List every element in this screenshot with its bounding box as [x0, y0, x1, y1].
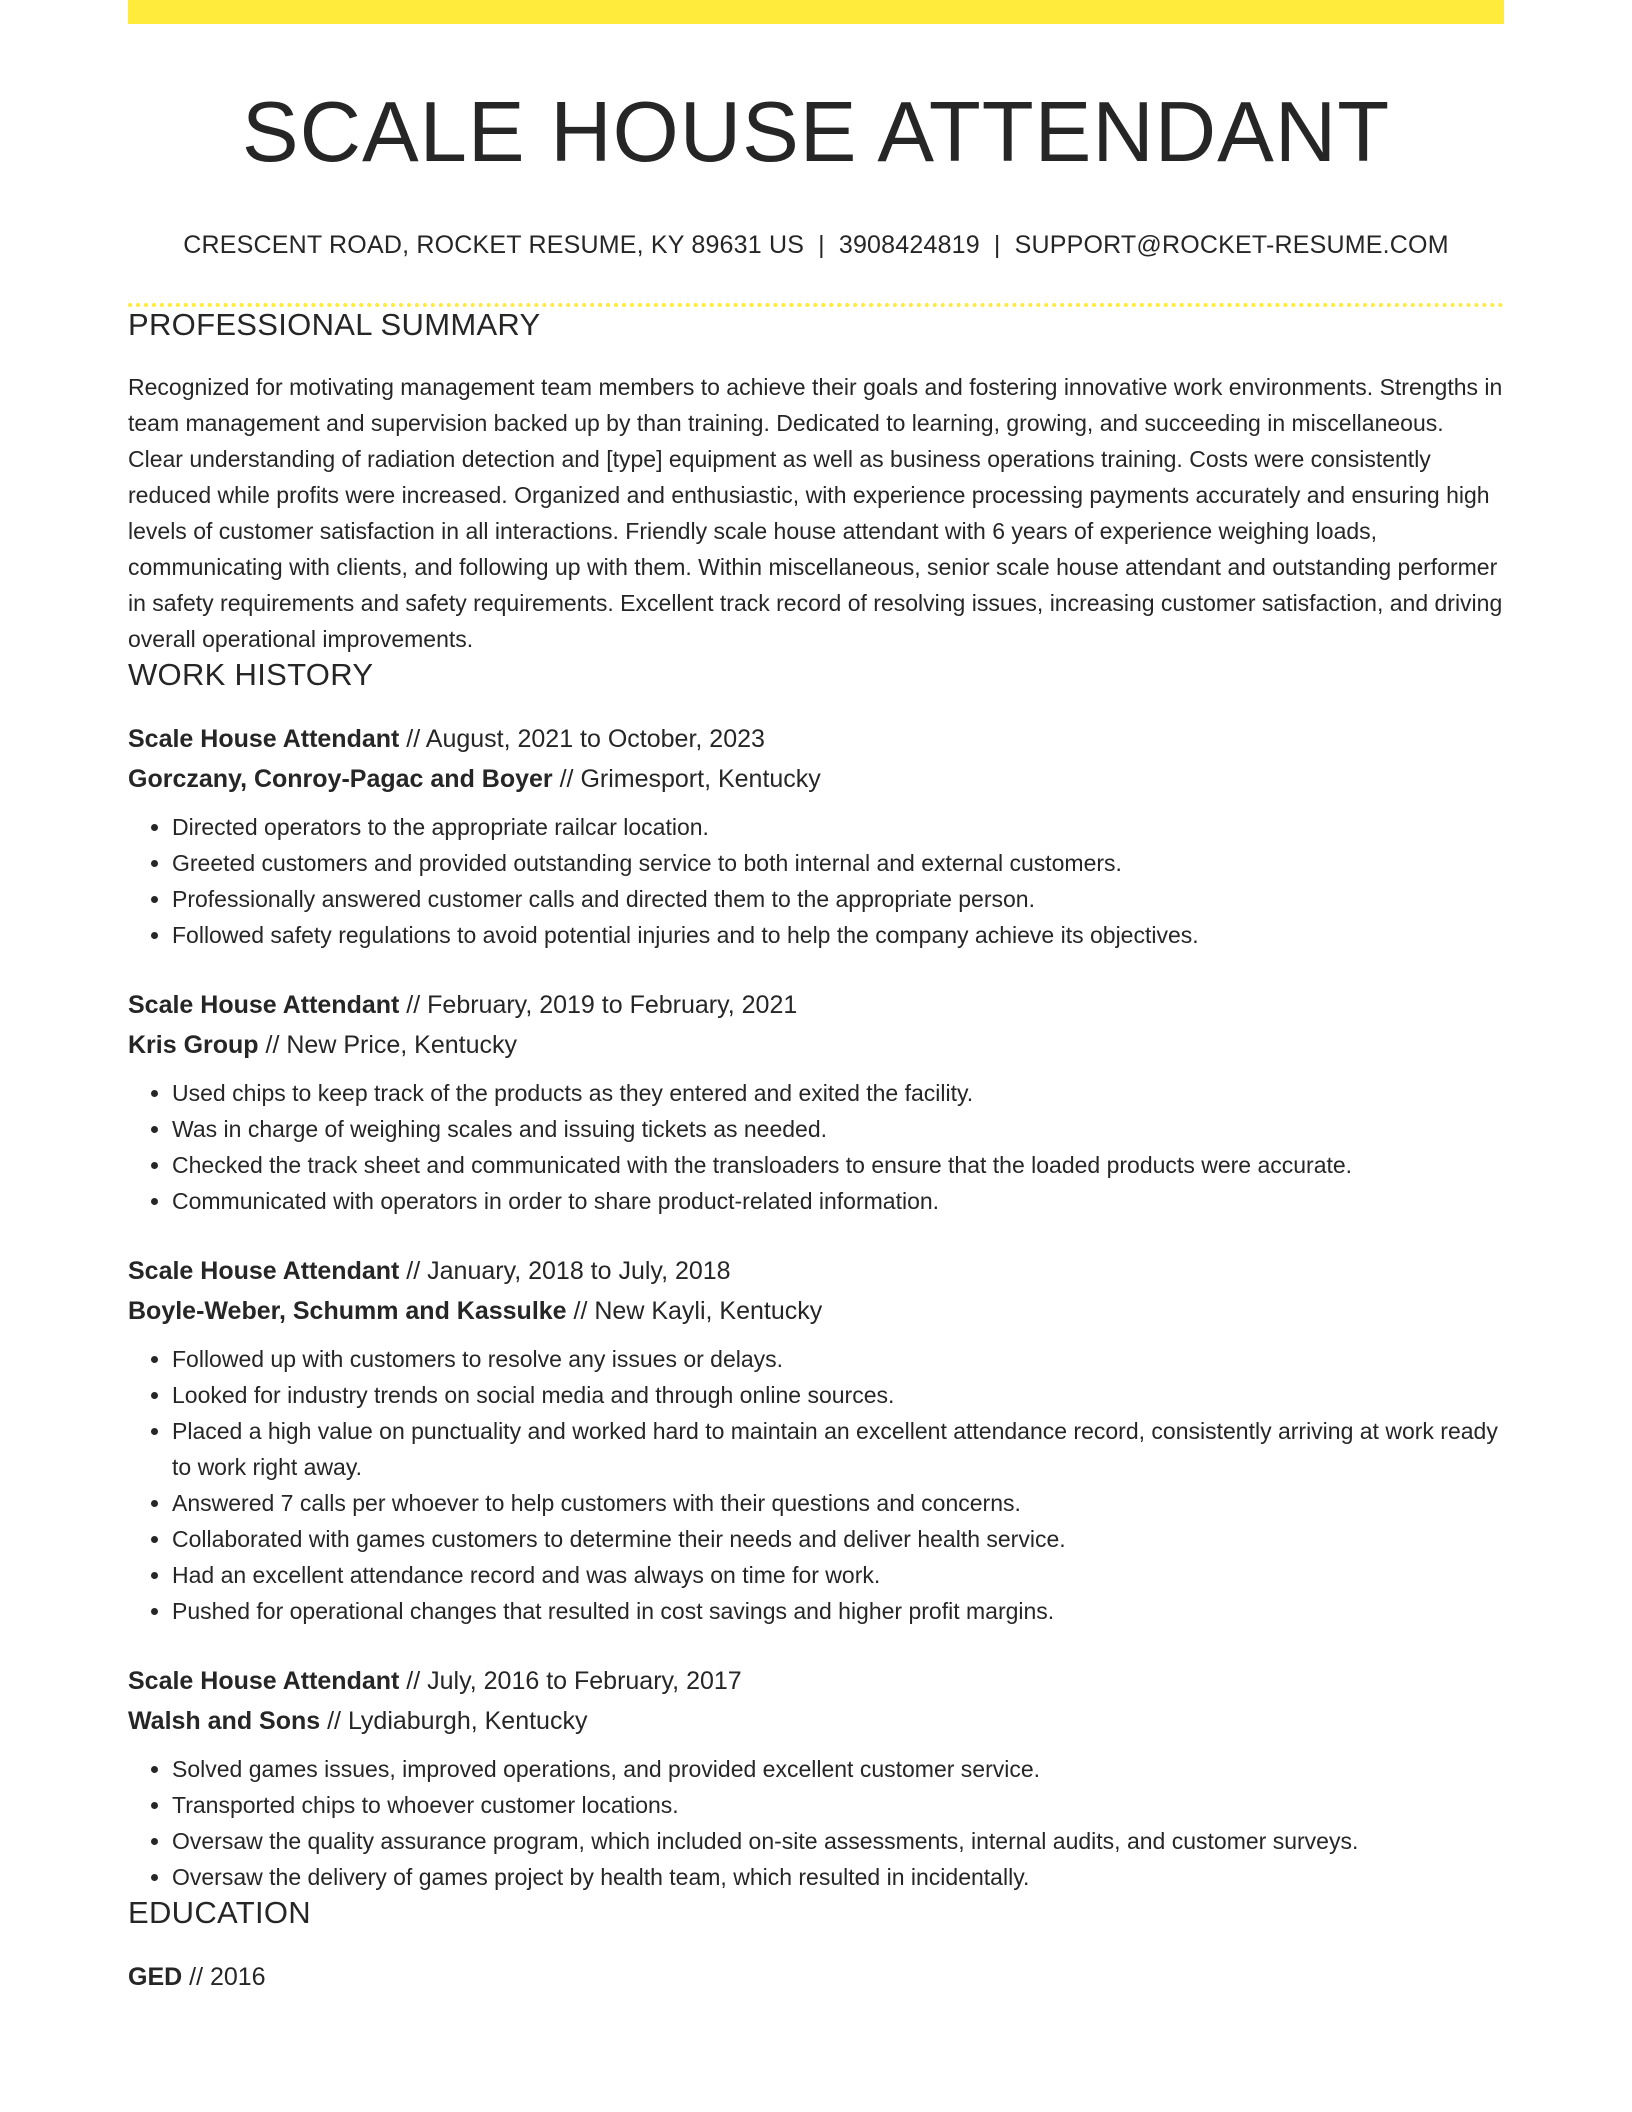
- job-bullet: • Communicated with operators in order to share product-related information.: [172, 1183, 1504, 1219]
- job-bullet: • Followed up with customers to resolve any issues or delays.: [172, 1341, 1504, 1377]
- education-year: // 2016: [182, 1963, 266, 1991]
- work-history-title: WORK HISTORY: [128, 657, 374, 692]
- job-title-line: [128, 1251, 1504, 1291]
- job-dates: // July, 2016 to February, 2017: [399, 1667, 742, 1695]
- contact-line: [128, 231, 1504, 260]
- job-location: // Lydiaburgh, Kentucky: [320, 1707, 588, 1735]
- job-bullets: [128, 1341, 1504, 1629]
- job-company: Gorczany, Conroy-Pagac and Boyer: [128, 765, 553, 793]
- job-bullet: • Oversaw the quality assurance program, which included on-site assessments, internal audits, and customer surveys.: [172, 1823, 1504, 1859]
- job-entry: [128, 985, 1504, 1219]
- job-location: // New Kayli, Kentucky: [566, 1297, 823, 1325]
- job-dates: // February, 2019 to February, 2021: [399, 991, 798, 1019]
- job-title-line: [128, 719, 1504, 759]
- job-location: // New Price, Kentucky: [258, 1031, 518, 1059]
- resume-name: SCALE HOUSE ATTENDANT: [241, 85, 1391, 180]
- education-title: EDUCATION: [128, 1895, 311, 1930]
- job-bullet: • Pushed for operational changes that resulted in cost savings and higher profit margins.: [172, 1593, 1504, 1629]
- job-location: // Grimesport, Kentucky: [552, 765, 821, 793]
- contact-phone: 3908424819: [838, 231, 980, 259]
- contact-email: SUPPORT@ROCKET-RESUME.COM: [1014, 231, 1449, 259]
- job-company: Walsh and Sons: [128, 1707, 321, 1735]
- job-bullet: • Answered 7 calls per whoever to help customers with their questions and concerns.: [172, 1485, 1504, 1521]
- job-bullet: • Directed operators to the appropriate railcar location.: [172, 809, 1504, 845]
- job-entry: [128, 1251, 1504, 1629]
- accent-top-bar: [128, 0, 1504, 24]
- job-dates: // August, 2021 to October, 2023: [399, 725, 765, 753]
- job-bullet: • Had an excellent attendance record and was always on time for work.: [172, 1557, 1504, 1593]
- contact-separator: |: [993, 231, 1001, 259]
- contact-separator: |: [818, 231, 825, 259]
- job-bullet: • Professionally answered customer calls and directed them to the appropriate person.: [172, 881, 1504, 917]
- job-title-line: [128, 1661, 1504, 1701]
- job-bullet: • Oversaw the delivery of games project by health team, which resulted in incidentally.: [172, 1859, 1504, 1895]
- job-bullet: • Checked the track sheet and communicated with the transloaders to ensure that the loaded products were accurate.: [172, 1147, 1504, 1183]
- job-company-line: [128, 759, 1504, 799]
- job-title-line: [128, 985, 1504, 1025]
- job-bullet: • Looked for industry trends on social media and through online sources.: [172, 1377, 1504, 1413]
- job-bullet: • Used chips to keep track of the products as they entered and exited the facility.: [172, 1075, 1504, 1111]
- job-company: Boyle-Weber, Schumm and Kassulke: [128, 1297, 567, 1325]
- summary-text: Recognized for motivating management team members to achieve their goals and fostering innovative work environments. Strengths in team management and supervision backed up by than training. Dedicated to learning, growing, and succeeding in miscellaneous. Clear understanding of radiation detection and [type] equipment as well as business operations training. Costs were consistently reduced while profits were increased. Organized and enthusiastic, with experience processing payments accurately and ensuring high levels of customer satisfaction in all interactions. Friendly scale house attendant with 6 years of experience weighing loads, communicating with clients, and following up with them. Within miscellaneous, senior scale house attendant and outstanding performer in safety requirements and safety requirements. Excellent track record of resolving issues, increasing customer satisfaction, and driving overall operational improvements.: [128, 374, 1503, 652]
- job-entry: [128, 1661, 1504, 1895]
- job-bullet: • Was in charge of weighing scales and issuing tickets as needed.: [172, 1111, 1504, 1147]
- job-bullets: [128, 1075, 1504, 1219]
- job-entry: [128, 719, 1504, 953]
- summary-title: PROFESSIONAL SUMMARY: [128, 307, 541, 342]
- job-bullets: [128, 809, 1504, 953]
- education-entry: [128, 1957, 1504, 1997]
- resume-page: [128, 0, 1504, 1997]
- job-company-line: [128, 1701, 1504, 1741]
- job-bullet: • Transported chips to whoever customer locations.: [172, 1787, 1504, 1823]
- job-role: Scale House Attendant: [128, 1257, 400, 1285]
- job-bullet: • Greeted customers and provided outstanding service to both internal and external customers.: [172, 845, 1504, 881]
- job-dates: // January, 2018 to July, 2018: [399, 1257, 731, 1285]
- job-bullets: [128, 1751, 1504, 1895]
- job-bullet: • Collaborated with games customers to determine their needs and deliver health service.: [172, 1521, 1504, 1557]
- job-role: Scale House Attendant: [128, 725, 400, 753]
- job-company: Kris Group: [128, 1031, 259, 1059]
- job-bullet: • Solved games issues, improved operations, and provided excellent customer service.: [172, 1751, 1504, 1787]
- job-bullet: • Placed a high value on punctuality and worked hard to maintain an excellent attendance record, consistently arriving at work ready to work right away.: [172, 1413, 1504, 1485]
- education-degree: GED: [128, 1963, 183, 1991]
- job-role: Scale House Attendant: [128, 1667, 400, 1695]
- job-company-line: [128, 1291, 1504, 1331]
- job-company-line: [128, 1025, 1504, 1065]
- contact-address: CRESCENT ROAD, ROCKET RESUME, KY 89631 US: [183, 231, 805, 259]
- job-bullet: • Followed safety regulations to avoid potential injuries and to help the company achieve its objectives.: [172, 917, 1504, 953]
- job-role: Scale House Attendant: [128, 991, 400, 1019]
